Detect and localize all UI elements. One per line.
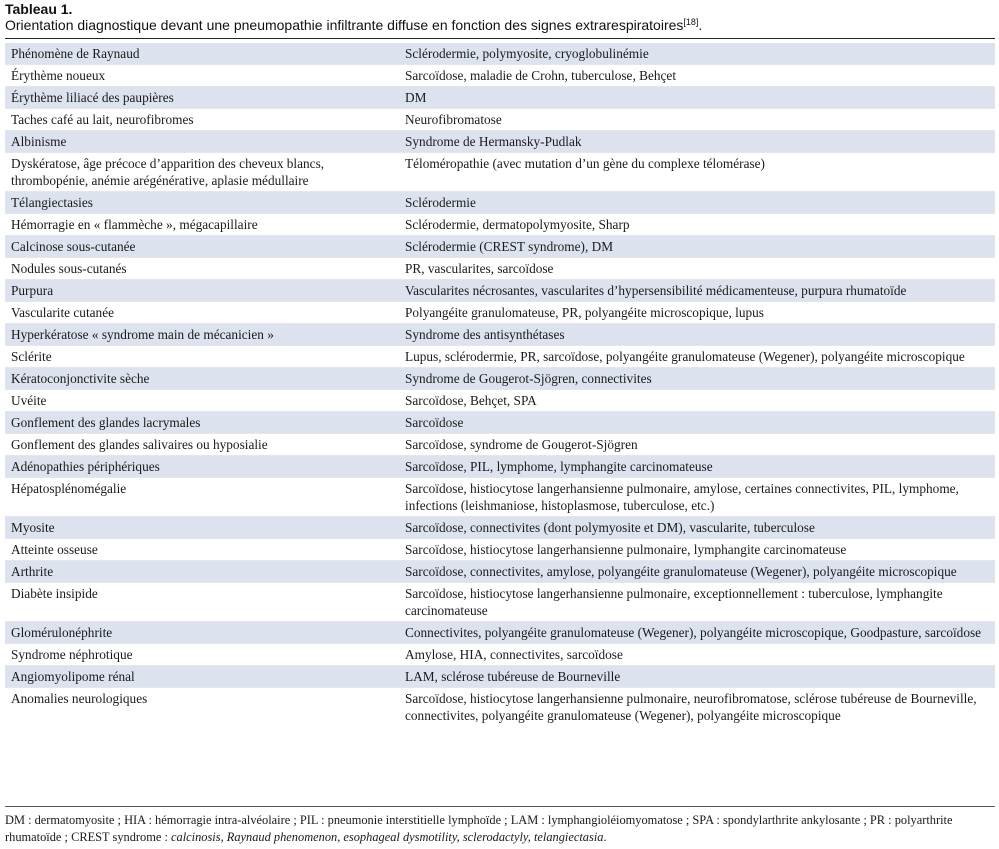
table-row bbox=[5, 213, 995, 235]
table-row bbox=[5, 152, 995, 191]
diagnosis-cell: Sarcoïdose, histiocytose langerhansienne pulmonaire, amylose, certaines connectivites, PIL, lymphome, infections (leishmaniose, histoplasmose, tuberculose, etc.) bbox=[405, 481, 959, 513]
diagnosis-cell: DM bbox=[405, 90, 427, 105]
diagnosis-cell: Sarcoïdose, PIL, lymphome, lymphangite carcinomateuse bbox=[405, 459, 713, 474]
data-table bbox=[5, 43, 995, 726]
diagnosis-cell: PR, vascularites, sarcoïdose bbox=[405, 261, 554, 276]
diagnosis-cell: Téloméropathie (avec mutation d’un gène du complexe télomérase) bbox=[405, 156, 765, 171]
caption-reference: [18] bbox=[683, 17, 699, 27]
table-row bbox=[5, 43, 995, 64]
sign-cell: Gonflement des glandes lacrymales bbox=[11, 415, 201, 430]
table-row bbox=[5, 86, 995, 108]
table-row bbox=[5, 257, 995, 279]
table-row bbox=[5, 130, 995, 152]
table-row bbox=[5, 279, 995, 301]
caption-text: Orientation diagnostique devant une pneumopathie infiltrante diffuse en fonction des signes extrarespiratoires bbox=[5, 17, 684, 33]
table-row bbox=[5, 411, 995, 433]
sign-cell: Vascularite cutanée bbox=[11, 305, 114, 320]
table-row bbox=[5, 582, 995, 621]
sign-cell: Érythème liliacé des paupières bbox=[11, 90, 174, 105]
table-row bbox=[5, 108, 995, 130]
diagnosis-cell: Sclérodermie bbox=[405, 195, 476, 210]
diagnosis-cell: Sarcoïdose, connectivites, amylose, polyangéite granulomateuse (Wegener), polyangéite microscopique bbox=[405, 564, 957, 579]
sign-cell: Phénomène de Raynaud bbox=[11, 46, 140, 61]
sign-cell: Syndrome néphrotique bbox=[11, 647, 133, 662]
diagnosis-cell: Polyangéite granulomateuse, PR, polyangéite microscopique, lupus bbox=[405, 305, 764, 320]
table-row bbox=[5, 389, 995, 411]
diagnosis-cell: Neurofibromatose bbox=[405, 112, 502, 127]
table-row bbox=[5, 665, 995, 687]
table-row bbox=[5, 301, 995, 323]
diagnosis-cell: Sarcoïdose, histiocytose langerhansienne pulmonaire, neurofibromatose, sclérose tubéreuse de Bourneville, connectivites, polyangéite granulomateuse (Wegener), polyangéite microscopique bbox=[405, 691, 977, 723]
table-row bbox=[5, 560, 995, 582]
table-row bbox=[5, 433, 995, 455]
sign-cell: Dyskératose, âge précoce d’apparition des cheveux blancs, thrombopénie, anémie arégénérative, aplasie médullaire bbox=[11, 156, 325, 188]
sign-cell: Télangiectasies bbox=[11, 195, 93, 210]
diagnosis-cell: Sarcoïdose, syndrome de Gougerot-Sjögren bbox=[405, 437, 638, 452]
sign-cell: Anomalies neurologiques bbox=[11, 691, 148, 706]
table-row bbox=[5, 687, 995, 726]
footnote-end: . bbox=[603, 830, 607, 844]
diagnosis-cell: Sclérodermie (CREST syndrome), DM bbox=[405, 239, 614, 254]
sign-cell: Calcinose sous-cutanée bbox=[11, 239, 136, 254]
table-row bbox=[5, 516, 995, 538]
table-top-rule bbox=[5, 38, 995, 39]
table-bottom-rule bbox=[5, 806, 995, 807]
sign-cell: Hyperkératose « syndrome main de mécanicien » bbox=[11, 327, 274, 342]
diagnosis-cell: Sarcoïdose, Behçet, SPA bbox=[405, 393, 537, 408]
sign-cell: Myosite bbox=[11, 520, 55, 535]
sign-cell: Purpura bbox=[11, 283, 54, 298]
table-row bbox=[5, 64, 995, 86]
diagnosis-cell: Sclérodermie, polymyosite, cryoglobulinémie bbox=[405, 46, 649, 61]
diagnosis-cell: Vascularites nécrosantes, vascularites d’hypersensibilité médicamenteuse, purpura rhumatoïde bbox=[405, 283, 907, 298]
sign-cell: Érythème noueux bbox=[11, 68, 106, 83]
footnote-crest-expansion: calcinosis, Raynaud phenomenon, esophageal dysmotility, sclerodactyly, telangiectasia bbox=[171, 830, 604, 844]
table-row bbox=[5, 455, 995, 477]
sign-cell: Angiomyolipome rénal bbox=[11, 669, 135, 684]
sign-cell: Kératoconjonctivite sèche bbox=[11, 371, 150, 386]
sign-cell: Diabète insipide bbox=[11, 586, 98, 601]
diagnosis-cell: LAM, sclérose tubéreuse de Bourneville bbox=[405, 669, 621, 684]
sign-cell: Gonflement des glandes salivaires ou hyposialie bbox=[11, 437, 268, 452]
table-caption bbox=[5, 16, 702, 34]
table-row bbox=[5, 345, 995, 367]
table-row bbox=[5, 643, 995, 665]
table-row bbox=[5, 367, 995, 389]
caption-end: . bbox=[698, 17, 703, 33]
sign-cell: Nodules sous-cutanés bbox=[11, 261, 127, 276]
table-row bbox=[5, 621, 995, 643]
sign-cell: Albinisme bbox=[11, 134, 67, 149]
sign-cell: Atteinte osseuse bbox=[11, 542, 98, 557]
diagnosis-cell: Amylose, HIA, connectivites, sarcoïdose bbox=[405, 647, 623, 662]
sign-cell: Taches café au lait, neurofibromes bbox=[11, 112, 194, 127]
diagnosis-cell: Sarcoïdose bbox=[405, 415, 464, 430]
table-row bbox=[5, 477, 995, 516]
diagnosis-cell: Sarcoïdose, maladie de Crohn, tuberculose, Behçet bbox=[405, 68, 677, 83]
table-caption-title: Tableau 1. bbox=[5, 1, 73, 17]
sign-cell: Hépatosplénomégalie bbox=[11, 481, 127, 496]
diagnosis-cell: Syndrome de Hermansky-Pudlak bbox=[405, 134, 582, 149]
table-footnote bbox=[5, 812, 995, 846]
sign-cell: Sclérite bbox=[11, 349, 52, 364]
diagnosis-cell: Lupus, sclérodermie, PR, sarcoïdose, polyangéite granulomateuse (Wegener), polyangéite microscopique bbox=[405, 349, 965, 364]
table-row bbox=[5, 191, 995, 213]
table-row bbox=[5, 538, 995, 560]
diagnosis-cell: Sarcoïdose, histiocytose langerhansienne pulmonaire, exceptionnellement : tuberculose, lymphangite carcinomateuse bbox=[405, 586, 943, 618]
sign-cell: Uvéite bbox=[11, 393, 47, 408]
table-row bbox=[5, 323, 995, 345]
sign-cell: Glomérulonéphrite bbox=[11, 625, 113, 640]
footnote-abbreviations: DM : dermatomyosite ; HIA : hémorragie intra-alvéolaire ; PIL : pneumonie interstitielle lymphoïde ; LAM : lymphangioléiomyomatose ; SPA : spondylarthrite ankylosante ; PR : polyarthrite rhumatoïde ; CREST syndrome : bbox=[5, 813, 953, 844]
diagnosis-cell: Syndrome des antisynthétases bbox=[405, 327, 565, 342]
sign-cell: Arthrite bbox=[11, 564, 54, 579]
diagnosis-cell: Sarcoïdose, connectivites (dont polymyosite et DM), vascularite, tuberculose bbox=[405, 520, 815, 535]
diagnosis-cell: Sclérodermie, dermatopolymyosite, Sharp bbox=[405, 217, 630, 232]
sign-cell: Adénopathies périphériques bbox=[11, 459, 160, 474]
diagnosis-cell: Connectivites, polyangéite granulomateuse (Wegener), polyangéite microscopique, Goodpasture, sarcoïdose bbox=[405, 625, 982, 640]
diagnosis-cell: Sarcoïdose, histiocytose langerhansienne pulmonaire, lymphangite carcinomateuse bbox=[405, 542, 847, 557]
diagnosis-cell: Syndrome de Gougerot-Sjögren, connectivites bbox=[405, 371, 652, 386]
table-row bbox=[5, 235, 995, 257]
sign-cell: Hémorragie en « flammèche », mégacapillaire bbox=[11, 217, 258, 232]
